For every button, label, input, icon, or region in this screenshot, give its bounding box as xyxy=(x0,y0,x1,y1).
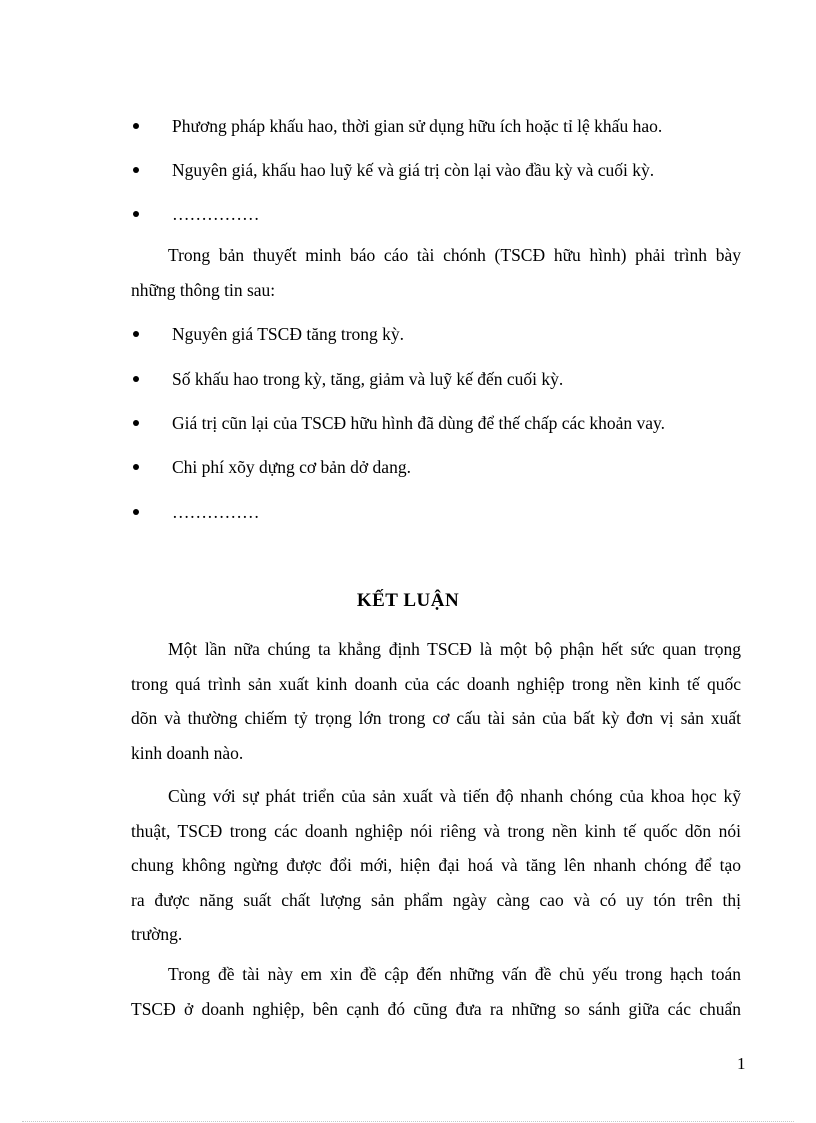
bullet-dot-icon xyxy=(133,211,139,217)
intro-paragraph: Trong bản thuyết minh báo cáo tài chónh (TSCĐ hữu hình) phải trình bày những thông tin sau: xyxy=(131,245,741,300)
conclusion-paragraph-3: Trong đề tài này em xin đề cập đến những vấn đề chủ yếu trong hạch toán TSCĐ ở doanh nghiệp, bên cạnh đó cũng đưa ra những so sánh giữa các chuẩn xyxy=(131,964,741,1019)
bullet-dot-icon xyxy=(133,420,139,426)
document-page: Phương pháp khấu hao, thời gian sử dụng hữu ích hoặc tỉ lệ khấu hao. Nguyên giá, khấu hao luỹ kế và giá trị còn lại vào đầu kỳ và cuối kỳ. …………… Trong bản thuyết minh báo cáo tài chónh (TSCĐ hữu hình) phải trình bày những thông tin sau: Nguyên giá TSCĐ tăng trong kỳ. Số khấu hao trong kỳ, tăng, giảm và luỹ kế đến cuối kỳ. Giá trị cũn lại của TSCĐ hữu hình đã dùng để thế chấp các khoản vay. Chi phí xõy dựng cơ bản dở dang. …………… KẾT LUẬN Một lần nữa chúng ta khẳng định TSCĐ là một bộ phận hết sức quan trọng trong quá trình sản xuất kinh doanh của các doanh nghiệp trong nền kinh tế quốc dõn và thường chiếm tỷ trọng lớn trong cơ cấu tài sản của bất kỳ đơn vị sản xuất kinh doanh nào. Cùng với sự phát triển của sản xuất và tiến độ nhanh chóng của khoa học kỹ thuật, TSCĐ trong các doanh nghiệp nói riêng và trong nền kinh tế quốc dõn nói chung không ngừng được đổi mới, hiện đại hoá và tăng lên nhanh chóng để tạo ra được năng suất chất lượng sản phẩm ngày càng cao và có uy tón trên thị trường. Trong đề tài này em xin đề cập đến những vấn đề chủ yếu trong hạch toán TSCĐ ở doanh nghiệp, bên cạnh đó cũng đưa ra những so sánh giữa các chuẩn 1 xyxy=(0,0,816,1123)
section-heading: KẾT LUẬN xyxy=(356,590,460,611)
bullet-dot-icon xyxy=(133,331,139,337)
bullet-dot-icon xyxy=(133,376,139,382)
page-number: 1 xyxy=(737,1054,746,1073)
page-bottom-divider xyxy=(22,1121,794,1122)
bullet-dot-icon xyxy=(133,123,139,129)
bullet-dot-icon xyxy=(133,167,139,173)
bullet-dot-icon xyxy=(133,509,139,515)
bullet-dot-icon xyxy=(133,464,139,470)
conclusion-paragraph-2: Cùng với sự phát triển của sản xuất và tiến độ nhanh chóng của khoa học kỹ thuật, TSCĐ trong các doanh nghiệp nói riêng và trong nền kinh tế quốc dõn nói chung không ngừng được đổi mới, hiện đại hoá và tăng lên nhanh chóng để tạo ra được năng suất chất lượng sản phẩm ngày càng cao và có uy tón trên thị trường. xyxy=(131,786,741,944)
conclusion-paragraph-1: Một lần nữa chúng ta khẳng định TSCĐ là một bộ phận hết sức quan trọng trong quá trình sản xuất kinh doanh của các doanh nghiệp trong nền kinh tế quốc dõn và thường chiếm tỷ trọng lớn trong cơ cấu tài sản của bất kỳ đơn vị sản xuất kinh doanh nào. xyxy=(131,639,741,763)
